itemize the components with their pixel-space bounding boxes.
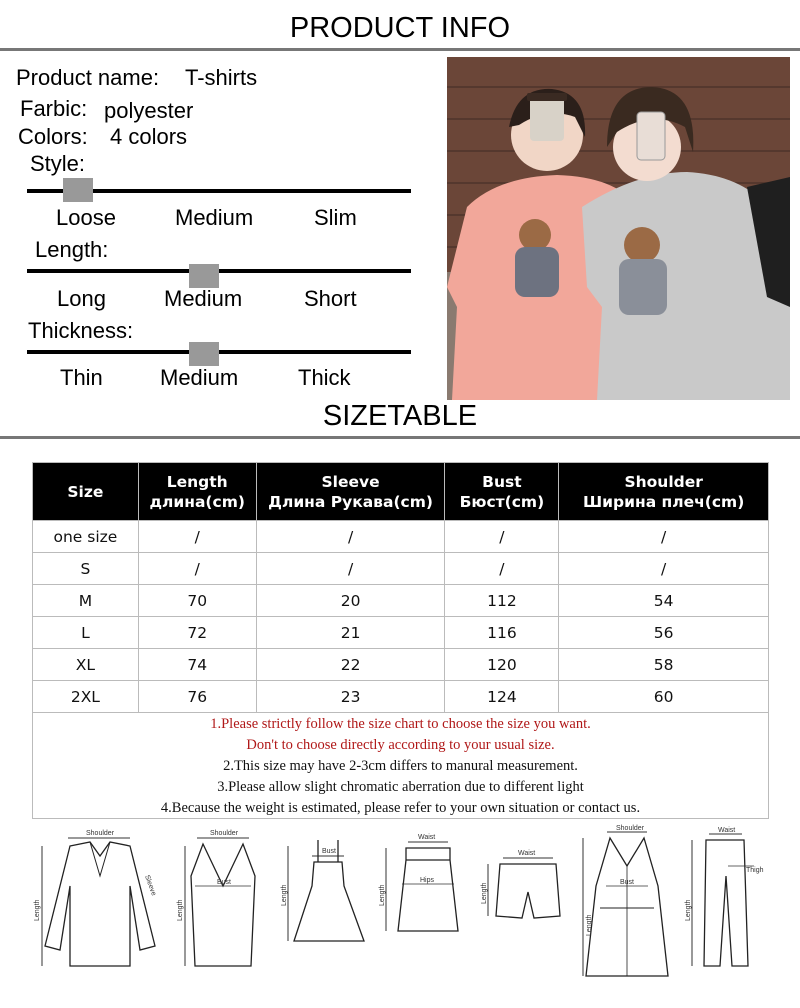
table-cell: 60 xyxy=(559,681,769,713)
table-cell: / xyxy=(559,521,769,553)
col-header-bust-en: Bust xyxy=(482,472,522,491)
header-divider xyxy=(0,48,800,51)
table-cell: / xyxy=(138,553,256,585)
style-option-slim: Slim xyxy=(314,205,357,230)
col-header-length-en: Length xyxy=(166,472,228,491)
table-row xyxy=(33,585,769,617)
col-header-size xyxy=(33,463,139,521)
length-option-short: Short xyxy=(304,286,357,311)
colors-label: Colors: xyxy=(18,124,88,149)
coat-bust-label: Bust xyxy=(620,879,635,886)
skirt-waist-label: Waist xyxy=(418,834,436,841)
table-cell: 70 xyxy=(138,585,256,617)
table-cell: 112 xyxy=(445,585,559,617)
table-cell: 120 xyxy=(445,649,559,681)
skirt-diagram-icon xyxy=(378,826,468,976)
thickness-label: Thickness: xyxy=(28,318,134,343)
col-header-sleeve-en: Sleeve xyxy=(321,472,380,491)
diagram-skirt xyxy=(378,826,468,981)
thickness-scale-track xyxy=(27,350,411,354)
col-header-bust xyxy=(445,463,559,521)
thickness-option-thin: Thin xyxy=(60,365,103,390)
length-label: Length: xyxy=(35,237,109,262)
table-cell: 54 xyxy=(559,585,769,617)
table-row xyxy=(33,521,769,553)
style-label: Style: xyxy=(30,151,86,176)
product-info-heading: PRODUCT INFO xyxy=(289,12,511,44)
style-scale-knob xyxy=(63,178,93,202)
col-header-sleeve xyxy=(256,463,445,521)
note-line: 3.Please allow slight chromatic aberration due to different light xyxy=(217,779,584,795)
table-cell: 22 xyxy=(256,649,445,681)
vest-bust-label: Bust xyxy=(217,879,232,886)
colors-value: 4 colors xyxy=(110,124,188,149)
pants-diagram-icon xyxy=(684,826,774,976)
dress-bust-label: Bust xyxy=(322,848,337,855)
diagram-pants xyxy=(684,826,774,981)
shirt-sleeve-label: Sleeve xyxy=(143,874,158,897)
table-cell: / xyxy=(256,521,445,553)
fabric-label: Farbic: xyxy=(20,96,88,121)
table-cell: L xyxy=(33,617,139,649)
table-cell: 116 xyxy=(445,617,559,649)
note-line: Don't to choose directly according to your usual size. xyxy=(246,737,555,753)
table-row xyxy=(33,649,769,681)
skirt-hips-label: Hips xyxy=(420,877,435,884)
table-cell: / xyxy=(445,521,559,553)
table-cell: one size xyxy=(33,521,139,553)
dress-diagram-icon xyxy=(282,826,367,976)
product-name-label: Product name: xyxy=(16,65,160,90)
table-cell: / xyxy=(445,553,559,585)
table-cell: 2XL xyxy=(33,681,139,713)
col-header-sleeve-ru: Длина Рукава(cm) xyxy=(268,492,433,511)
length-option-long: Long xyxy=(57,286,106,311)
pants-thigh-label: Thigh xyxy=(746,867,764,874)
table-cell: / xyxy=(559,553,769,585)
col-header-bust-ru: Бюст(cm) xyxy=(459,492,545,511)
col-header-length-ru: длина(cm) xyxy=(149,492,245,511)
style-option-loose: Loose xyxy=(56,205,116,230)
col-header-shoulder xyxy=(559,463,769,521)
dress-length-label: Length xyxy=(281,884,288,906)
table-cell: 20 xyxy=(256,585,445,617)
product-photo-illustration xyxy=(447,57,790,400)
pants-length-label: Length xyxy=(685,899,692,921)
shorts-length-label: Length xyxy=(481,882,488,904)
note-line: 1.Please strictly follow the size chart to choose the size you want. xyxy=(210,716,591,732)
table-cell: 58 xyxy=(559,649,769,681)
shorts-diagram-icon xyxy=(478,826,568,976)
vest-diagram-icon xyxy=(175,826,270,976)
table-cell: / xyxy=(256,553,445,585)
thickness-option-medium: Medium xyxy=(160,365,239,390)
col-header-shoulder-en: Shoulder xyxy=(624,472,703,491)
table-cell: S xyxy=(33,553,139,585)
coat-shoulder-label: Shoulder xyxy=(616,825,645,832)
table-row xyxy=(33,681,769,713)
length-scale-track xyxy=(27,269,411,273)
col-header-size-label: Size xyxy=(67,482,104,501)
vest-shoulder-label: Shoulder xyxy=(210,830,239,837)
coat-length-label: Length xyxy=(586,914,593,936)
table-cell: 21 xyxy=(256,617,445,649)
table-row xyxy=(33,617,769,649)
diagram-shorts xyxy=(478,826,568,981)
vest-length-label: Length xyxy=(177,899,184,921)
length-option-medium: Medium xyxy=(164,286,243,311)
table-cell: XL xyxy=(33,649,139,681)
shirt-shoulder-label: Shoulder xyxy=(86,830,115,837)
table-row xyxy=(33,553,769,585)
table-cell: 72 xyxy=(138,617,256,649)
diagram-dress xyxy=(282,826,367,981)
shorts-waist-label: Waist xyxy=(518,850,536,857)
table-cell: 74 xyxy=(138,649,256,681)
table-cell: / xyxy=(138,521,256,553)
size-table xyxy=(32,462,769,713)
col-header-shoulder-ru: Ширина плеч(cm) xyxy=(583,492,745,511)
length-scale-knob xyxy=(189,264,219,288)
coat-diagram-icon xyxy=(582,826,672,986)
thickness-option-thick: Thick xyxy=(298,365,351,390)
sizetable-divider xyxy=(0,436,800,439)
shirt-length-label: Length xyxy=(34,899,41,921)
table-cell: M xyxy=(33,585,139,617)
diagram-vest xyxy=(175,826,270,981)
size-notes xyxy=(32,712,769,819)
shirt-diagram-icon xyxy=(30,826,170,976)
table-cell: 76 xyxy=(138,681,256,713)
diagram-coat xyxy=(582,826,672,991)
table-cell: 23 xyxy=(256,681,445,713)
fabric-value: polyester xyxy=(104,98,194,123)
table-cell: 124 xyxy=(445,681,559,713)
note-line: 2.This size may have 2-3cm differs to manural measurement. xyxy=(223,758,578,774)
table-cell: 56 xyxy=(559,617,769,649)
style-option-medium: Medium xyxy=(175,205,254,230)
sizetable-heading: SIZETABLE xyxy=(322,400,478,432)
thickness-scale-knob xyxy=(189,342,219,366)
pants-waist-label: Waist xyxy=(718,827,736,834)
product-photo xyxy=(447,57,790,400)
product-name-value: T-shirts xyxy=(185,65,258,90)
skirt-length-label: Length xyxy=(379,884,386,906)
diagram-shirt xyxy=(30,826,170,981)
size-table-header-row xyxy=(33,463,769,521)
col-header-length xyxy=(138,463,256,521)
note-line: 4.Because the weight is estimated, please refer to your own situation or contact us. xyxy=(160,800,641,816)
